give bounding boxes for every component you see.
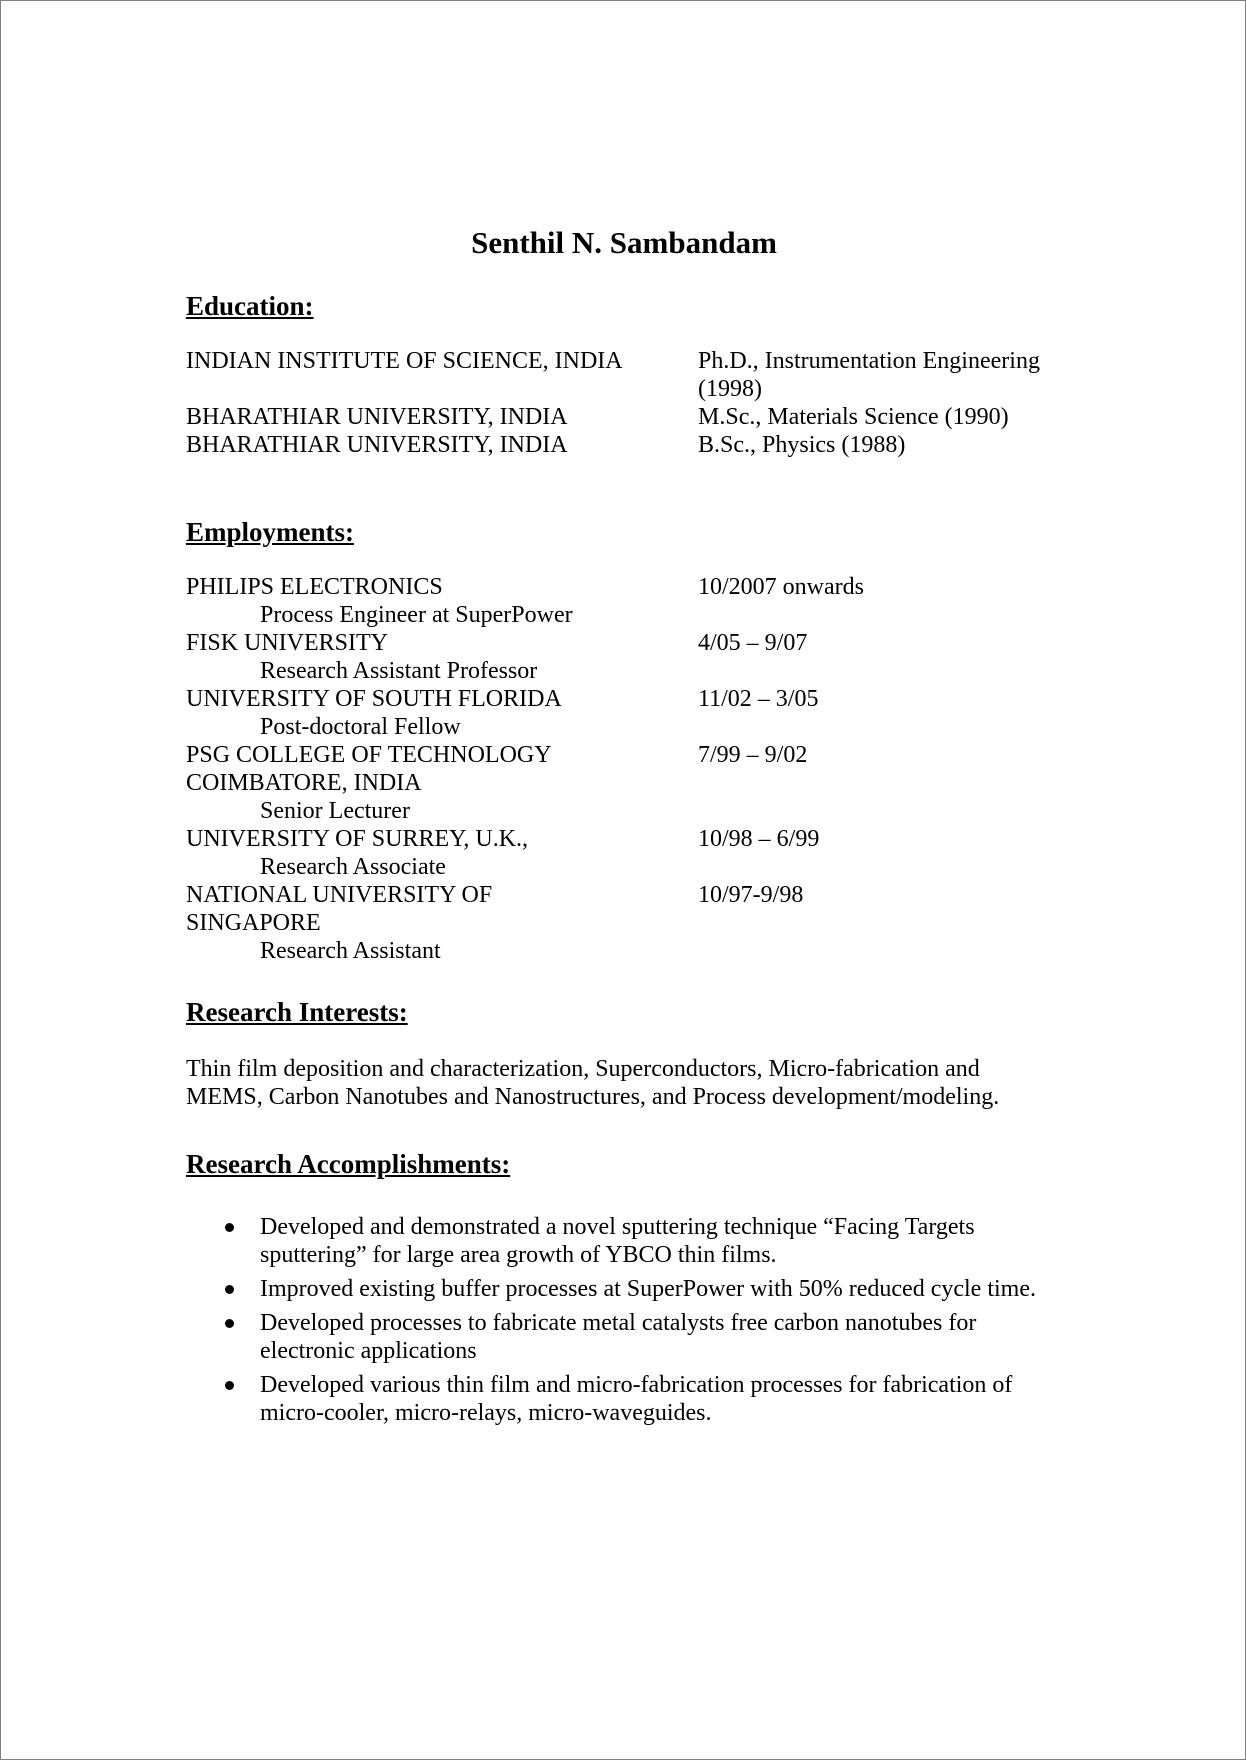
research-interests-text: Thin film deposition and characterization, Superconductors, Micro-fabrication and MEMS, Carbon Nanotubes and Nanostructures, and Process development/modeling. bbox=[186, 1056, 1000, 1110]
resume-content bbox=[186, 223, 1066, 1433]
employment-entry bbox=[186, 881, 1066, 965]
employment-entry bbox=[186, 573, 1066, 629]
bullet-icon bbox=[225, 1381, 234, 1390]
accomplishment-text: Developed processes to fabricate metal catalysts free carbon nanotubes for electronic applications bbox=[260, 1310, 977, 1364]
employment-employer: UNIVERSITY OF SOUTH FLORIDA bbox=[186, 686, 562, 712]
employment-dates: 10/97-9/98 bbox=[698, 882, 804, 908]
employment-entry bbox=[186, 741, 1066, 825]
employment-dates: 10/2007 onwards bbox=[698, 574, 864, 600]
employment-dates: 10/98 – 6/99 bbox=[698, 826, 820, 852]
employments-heading: Employments: bbox=[186, 517, 354, 547]
education-institution: BHARATHIAR UNIVERSITY, INDIA bbox=[186, 432, 568, 458]
employment-role: Research Associate bbox=[260, 854, 446, 880]
research-accomplishments-section bbox=[186, 1147, 1066, 1427]
employment-entry bbox=[186, 825, 1066, 881]
employment-entry bbox=[186, 685, 1066, 741]
employment-list bbox=[186, 573, 1066, 965]
employment-entry bbox=[186, 629, 1066, 685]
employment-dates: 4/05 – 9/07 bbox=[698, 630, 808, 656]
employment-employer: PHILIPS ELECTRONICS bbox=[186, 574, 443, 600]
education-heading: Education: bbox=[186, 291, 314, 321]
employment-role: Research Assistant Professor bbox=[260, 658, 538, 684]
employments-section bbox=[186, 515, 1066, 965]
education-entry bbox=[186, 403, 1066, 431]
employment-dates: 7/99 – 9/02 bbox=[698, 742, 808, 768]
education-entry bbox=[186, 431, 1066, 459]
education-list bbox=[186, 347, 1066, 459]
employment-employer: PSG COLLEGE OF TECHNOLOGY COIMBATORE, INDIA bbox=[186, 742, 551, 796]
employment-role: Senior Lecturer bbox=[260, 798, 410, 824]
employment-role: Post-doctoral Fellow bbox=[260, 714, 461, 740]
research-interests-section bbox=[186, 995, 1066, 1111]
education-institution: INDIAN INSTITUTE OF SCIENCE, INDIA bbox=[186, 348, 623, 374]
accomplishments-list bbox=[186, 1213, 1066, 1427]
education-degree: Ph.D., Instrumentation Engineering (1998) bbox=[698, 348, 1040, 402]
accomplishment-text: Developed and demonstrated a novel sputtering technique “Facing Targets sputtering” for large area growth of YBCO thin films. bbox=[260, 1214, 975, 1268]
employment-dates: 11/02 – 3/05 bbox=[698, 686, 819, 712]
education-degree: M.Sc., Materials Science (1990) bbox=[698, 404, 1009, 430]
education-institution: BHARATHIAR UNIVERSITY, INDIA bbox=[186, 404, 568, 430]
bullet-icon bbox=[225, 1285, 234, 1294]
accomplishment-text: Developed various thin film and micro-fabrication processes for fabrication of micro-cooler, micro-relays, micro-waveguides. bbox=[260, 1372, 1013, 1426]
research-interests-heading: Research Interests: bbox=[186, 997, 408, 1027]
education-entry bbox=[186, 347, 1066, 403]
list-item bbox=[186, 1371, 1066, 1427]
employment-employer: NATIONAL UNIVERSITY OF SINGAPORE bbox=[186, 882, 493, 936]
education-section bbox=[186, 289, 1066, 459]
employment-employer: FISK UNIVERSITY bbox=[186, 630, 389, 656]
employment-role: Process Engineer at SuperPower bbox=[260, 602, 573, 628]
accomplishment-text: Improved existing buffer processes at SuperPower with 50% reduced cycle time. bbox=[260, 1276, 1036, 1302]
list-item bbox=[186, 1213, 1066, 1269]
candidate-name: Senthil N. Sambandam bbox=[471, 225, 777, 260]
education-degree: B.Sc., Physics (1988) bbox=[698, 432, 906, 458]
employment-employer: UNIVERSITY OF SURREY, U.K., bbox=[186, 826, 529, 852]
employment-role: Research Assistant bbox=[260, 938, 441, 964]
bullet-icon bbox=[225, 1223, 234, 1232]
list-item bbox=[186, 1275, 1066, 1303]
list-item bbox=[186, 1309, 1066, 1365]
bullet-icon bbox=[225, 1319, 234, 1328]
research-accomplishments-heading: Research Accomplishments: bbox=[186, 1149, 511, 1179]
